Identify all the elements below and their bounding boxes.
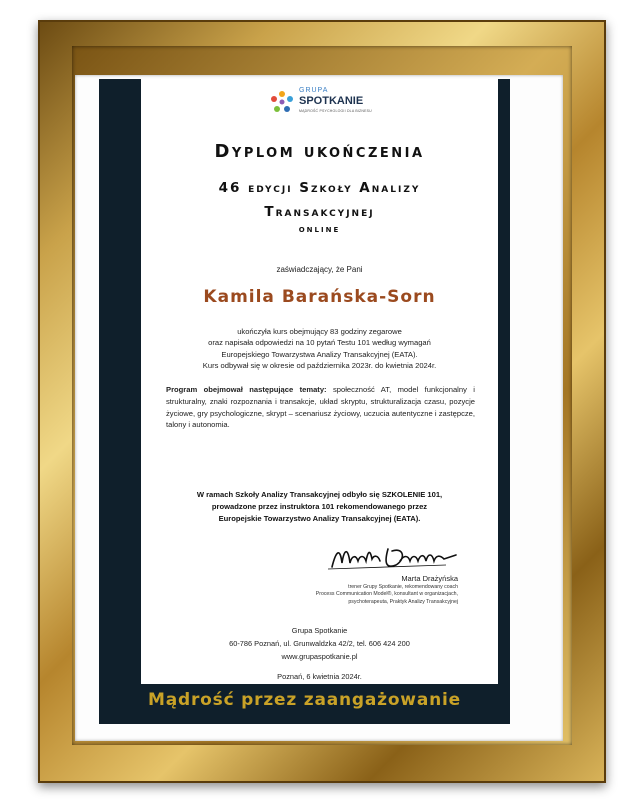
org-address: 60-786 Poznań, ul. Grunwaldzka 42/2, tel. 606 424 200 bbox=[229, 639, 410, 648]
completion-line: Kurs odbywał się w okresie od października 2023r. do kwietnia 2024r. bbox=[202, 361, 437, 371]
training-line: W ramach Szkoły Analizy Transakcyjnej odbyło się SZKOLENIE 101, bbox=[196, 490, 443, 499]
org-website: www.grupaspotkanie.pl bbox=[281, 652, 358, 661]
title-line1: Dyplom ukończenia bbox=[214, 141, 425, 162]
people-circle-icon bbox=[269, 89, 295, 115]
training-line: Europejskie Towarzystwo Analizy Transakcyjnej (EATA). bbox=[218, 513, 421, 523]
completion-line: ukończyła kurs obejmujący 83 godziny zegarowe bbox=[237, 327, 402, 336]
training-paragraph bbox=[141, 489, 498, 524]
signer-name: Marta Drażyńska bbox=[401, 574, 458, 583]
organization-info bbox=[141, 624, 498, 663]
logo-tagline: MĄDROŚĆ PSYCHOLOGII DLA BIZNESU bbox=[299, 109, 372, 113]
grupa-spotkanie-logo bbox=[269, 87, 379, 119]
recipient-name: Kamila Barańska-Sorn bbox=[203, 287, 436, 307]
program-label: Program obejmował następujące tematy: bbox=[166, 385, 327, 394]
title-line2b: Transakcyjnej bbox=[264, 204, 375, 220]
completion-line: Europejskiego Towarzystwa Analizy Transakcyjnej (EATA). bbox=[221, 349, 418, 359]
program-topics: społeczność AT, model funkcjonalny i strukturalny, znaki rozpoznania i transakcje, układ skryptu, strukturalizacja czasu, pozycje życiowe, gry psychologiczne, skrypt – scenariusz życiowy, uczucia autentyczne i zastępcze, talony i autonomia. bbox=[166, 385, 475, 430]
completion-line: oraz napisała odpowiedzi na 10 pytań Testu 101 według wymagań bbox=[208, 338, 431, 348]
completion-paragraph bbox=[141, 326, 498, 372]
issue-date: Poznań, 6 kwietnia 2024r. bbox=[277, 672, 362, 681]
certify-text: zaświadczający, że Pani bbox=[276, 265, 363, 274]
training-line: prowadzone przez instruktora 101 rekomendowanego przez bbox=[211, 501, 428, 511]
org-name: Grupa Spotkanie bbox=[291, 626, 348, 635]
signer-description bbox=[251, 584, 458, 606]
diploma-title bbox=[141, 141, 498, 162]
diploma-paper bbox=[141, 79, 498, 684]
signer-desc-line: trener Grupy Spotkanie, rekomendowany coach bbox=[348, 584, 458, 590]
edition-title bbox=[141, 176, 498, 224]
signer-desc-line: Process Communication Model®, konsultant w organizacjach, bbox=[315, 591, 458, 598]
motto: Mądrość przez zaangażowanie bbox=[148, 690, 461, 710]
mode-title: online bbox=[298, 223, 341, 235]
logo-line2: SPOTKANIE bbox=[299, 95, 364, 107]
logo-line1: GRUPA bbox=[299, 87, 329, 94]
signer-desc-line: psychoterapeuta, Praktyk Analizy Transakcyjnej bbox=[348, 598, 458, 605]
handwritten-signature bbox=[326, 541, 466, 575]
title-line2a: 46 edycji Szkoły Analizy bbox=[218, 180, 421, 196]
program-paragraph bbox=[166, 384, 475, 431]
